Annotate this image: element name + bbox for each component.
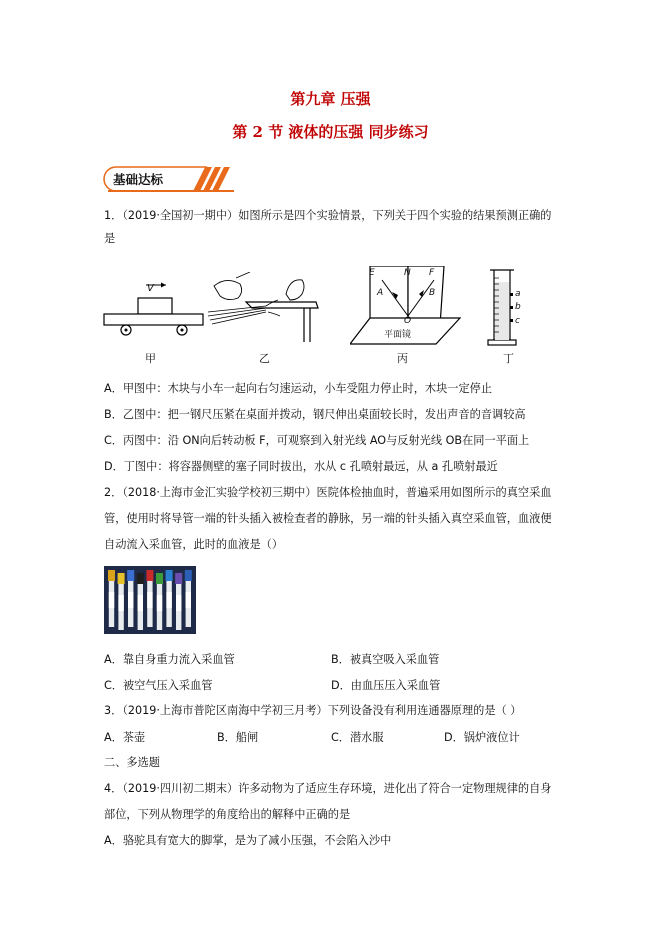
blood-tubes-graphic [104,566,196,634]
q1-option-c: C．丙图中：沿 ON向后转动板 F，可观察到入射光线 AO与反射光线 OB在同一平面上 [104,434,530,447]
mirror-letter-f: F [429,268,435,278]
q3-stem: 3．（2019·上海市普陀区南海中学初三月考）下列设备没有利用连通器原理的是（ ） [104,704,522,717]
blood-tube [166,570,173,627]
q1-option-a: A．甲图中：木块与小车一起向右匀速运动，小车受阻力停止时，木块一定停止 [104,382,493,395]
q2-option-c: C．被空气压入采血管 [104,679,213,692]
velocity-label: V [147,283,154,294]
tube-letter-a: a [515,289,521,299]
q4-stem-line1: 4．（2019·四川初二期末）许多动物为了适应生存环境，进化出了符合一定物理规律的自身 [104,782,552,795]
q3-option-d: D．锅炉液位计 [444,731,520,744]
caption-yi: 乙 [259,352,270,365]
badge-label: 基础达标 [113,172,164,187]
section-badge [102,165,242,193]
figure-ruler [206,272,322,344]
mirror-letter-e: E [369,268,375,278]
q4-stem-line2: 部位，下列从物理学的角度给出的解释中正确的是 [104,808,351,821]
caption-bing: 丙 [397,352,408,365]
chapter-title: 第九章 压强 [290,90,371,108]
q1-stem-line2: 是 [104,232,116,245]
figure-cylinder [484,268,528,348]
mirror-letter-o: O [404,316,412,326]
section-multi-choice: 二、多选题 [104,756,160,769]
tube-letter-c: c [515,316,520,326]
q1-option-b: B．乙图中：把一钢尺压紧在桌面并拨动，钢尺伸出桌面较长时，发出声音的音调较高 [104,408,526,421]
blood-tube [156,573,163,630]
q2-option-b: B．被真空吸入采血管 [331,653,440,666]
q3-option-c: C．潜水服 [331,731,384,744]
q2-option-a: A．靠自身重力流入采血管 [104,653,235,666]
q2-stem-line3: 自动流入采血管，此时的血液是（） [104,538,284,551]
q2-stem-line2: 管，使用时将导管一端的针头插入被检查者的静脉，另一端的针头插入真空采血管，血液便 [104,512,552,525]
section-title: 第 2 节 液体的压强 同步练习 [232,123,429,141]
q3-option-a: A．茶壶 [104,731,146,744]
blood-tube [175,573,182,630]
mirror-letter-a: A [377,288,384,298]
mirror-letter-b: B [429,288,436,298]
blood-tube [108,570,115,627]
caption-jia: 甲 [145,352,156,365]
q2-stem-line1: 2．（2018·上海市金汇实验学校初三期中）医院体检抽血时，普遍采用如图所示的真空采血 [104,486,552,499]
q2-option-d: D．由血压压入采血管 [331,679,441,692]
blood-tube [118,573,125,630]
mirror-letter-n: N [404,268,411,278]
mirror-text: 平面镜 [384,330,412,340]
blood-tube [146,570,153,627]
q1-option-d: D．丁图中：将容器侧壁的塞子同时拔出，水从 c 孔喷射最远，从 a 孔喷射最近 [104,460,498,473]
blood-tube-photo [104,566,196,634]
q4-option-a: A．骆驼具有宽大的脚掌，是为了减小压强，不会陷入沙中 [104,834,392,847]
caption-ding: 丁 [503,352,514,365]
blood-tube [137,573,144,630]
q3-option-b: B．船闸 [217,731,259,744]
tube-letter-b: b [515,302,521,312]
blood-tube [127,570,134,627]
blood-tube [185,570,192,627]
q1-stem-line1: 1．（2019·全国初一期中）如图所示是四个实验情景，下列关于四个实验的结果预测正确的 [104,209,552,222]
